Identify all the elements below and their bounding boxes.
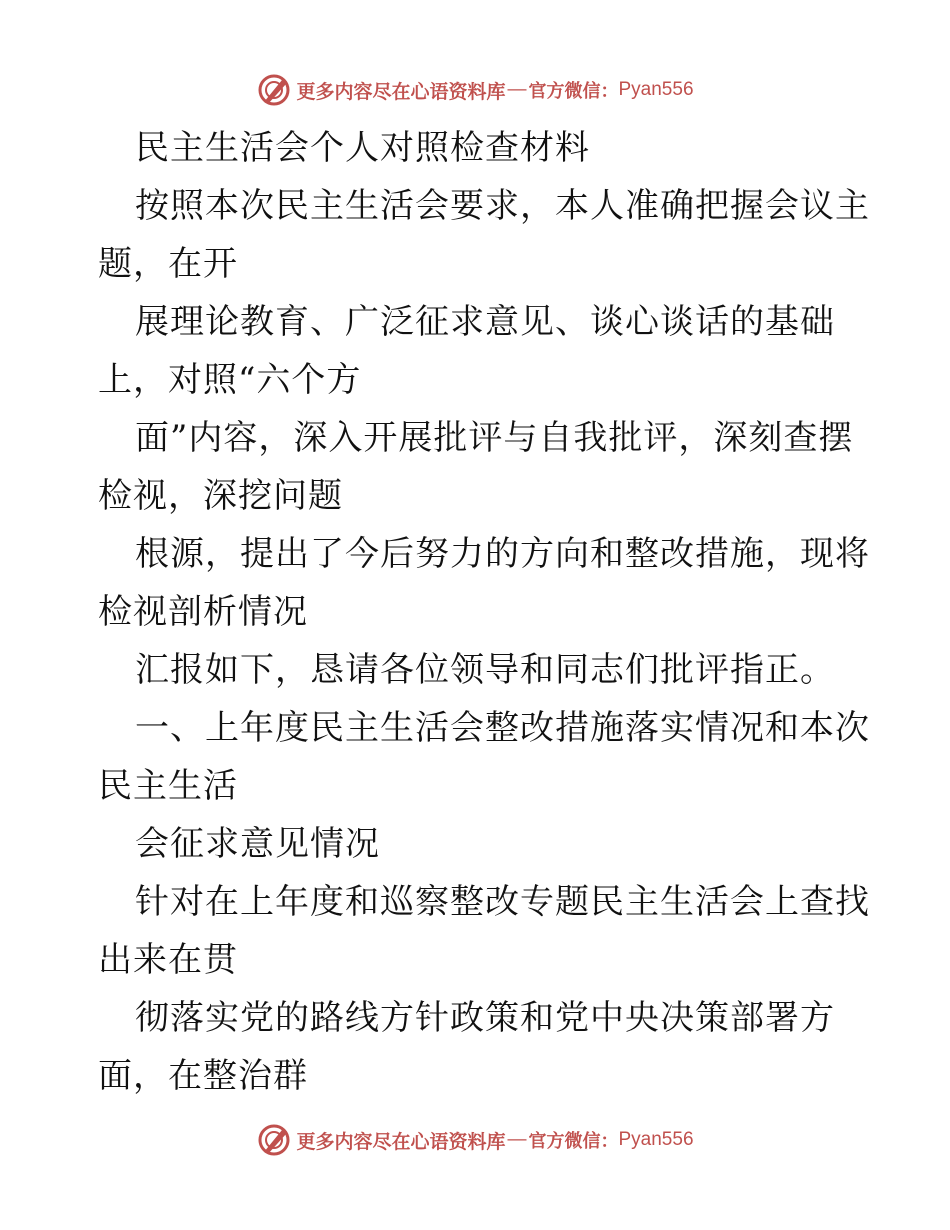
paragraph-line: 面，在整治群: [98, 1056, 308, 1096]
section-heading-line: 民主生活: [98, 766, 238, 806]
footer-banner-content: [256, 1122, 693, 1158]
header-wechat-id: Pyan556: [618, 79, 694, 100]
section-heading-line: 一、上年度民主生活会整改措施落实情况和本次: [135, 708, 870, 748]
paragraph-line: 按照本次民主生活会要求，本人准确把握会议主: [135, 186, 870, 226]
paragraph-line: 出来在贯: [98, 940, 238, 980]
footer-wechat-label: 官方微信：: [528, 1131, 619, 1152]
document-title: 民主生活会个人对照检查材料: [135, 128, 590, 168]
footer-wechat-id: Pyan556: [618, 1129, 694, 1150]
paragraph-line: 展理论教育、广泛征求意见、谈心谈话的基础: [135, 302, 835, 342]
header-dash: —: [507, 79, 527, 100]
pen-logo-icon: [256, 1122, 292, 1158]
paragraph-line: 针对在上年度和巡察整改专题民主生活会上查找: [135, 882, 870, 922]
paragraph-line: 彻落实党的路线方针政策和党中央决策部署方: [135, 998, 835, 1038]
section-heading-line: 会征求意见情况: [135, 824, 380, 864]
paragraph-line: 面”内容，深入开展批评与自我批评，深刻查摆: [135, 418, 854, 458]
paragraph-line: 汇报如下，恳请各位领导和同志们批评指正。: [135, 650, 835, 690]
paragraph-line: 根源，提出了今后努力的方向和整改措施，现将: [135, 534, 870, 574]
paragraph-line: 检视，深挖问题: [98, 476, 343, 516]
paragraph-line: 检视剖析情况: [98, 592, 308, 632]
header-wechat-label: 官方微信：: [528, 81, 619, 102]
footer-banner: [0, 1120, 950, 1160]
footer-site-text: 更多内容尽在心语资料库: [296, 1130, 506, 1153]
paragraph-line: 题，在开: [98, 244, 238, 284]
paragraph-line: 上，对照“六个方: [98, 360, 362, 400]
header-site-text: 更多内容尽在心语资料库: [296, 80, 506, 103]
footer-dash: —: [507, 1129, 527, 1150]
